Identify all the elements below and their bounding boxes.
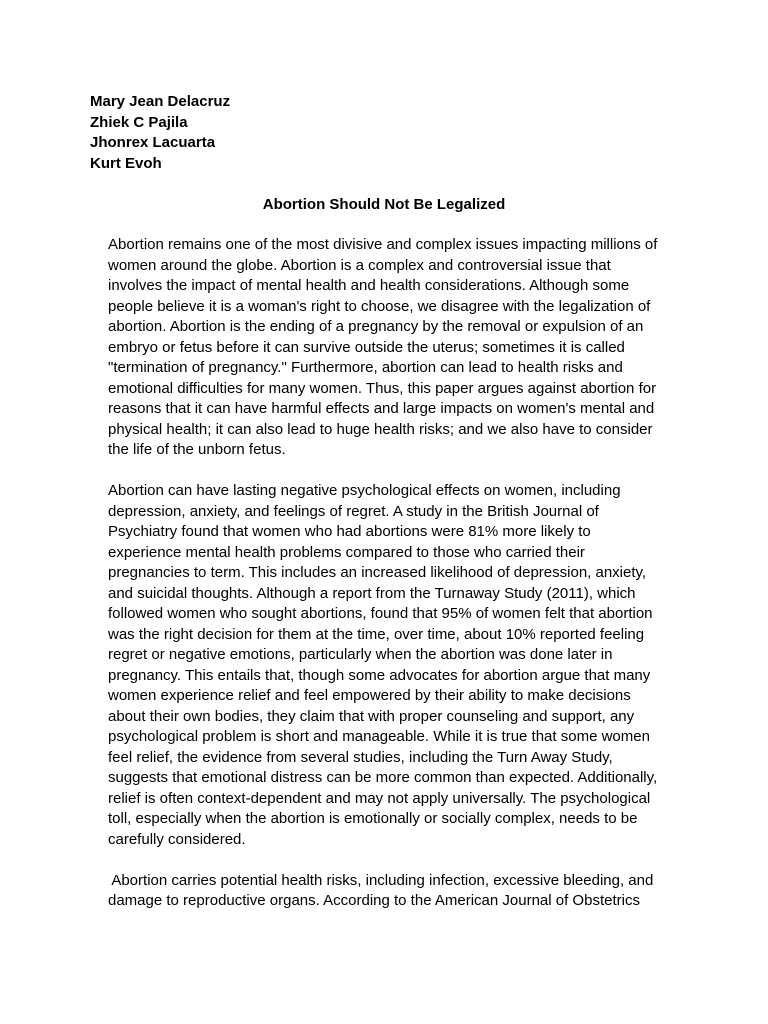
author-name: Zhiek C Pajila (90, 113, 188, 131)
paragraph-line: followed women who sought abortions, found that 95% of women felt that abortion (108, 605, 653, 622)
paragraph-line: reasons that it can have harmful effects and large impacts on women's mental and (108, 400, 655, 417)
paragraph-line: pregnancy. This entails that, though some advocates for abortion argue that many (108, 666, 651, 684)
author-list (90, 92, 230, 174)
body-paragraph (108, 871, 688, 912)
paragraph-line: physical health; it can also lead to huge health risks; and we also have to consider (108, 420, 653, 438)
paragraph-line: depression, anxiety, and feelings of regret. A study in the British Journal of (108, 502, 599, 520)
paragraph-line: emotional difficulties for many women. Thus, this paper argues against abortion for (108, 379, 657, 397)
author-name: Mary Jean Delacruz (90, 93, 231, 110)
paragraph-line: psychological problem is short and manageable. While it is true that some women (108, 728, 650, 745)
paragraph-line: experience mental health problems compared to those who carried their (108, 543, 585, 561)
paragraph-line: Abortion remains one of the most divisive and complex issues impacting millions of (108, 236, 658, 253)
paragraph-line: relief is often context-dependent and may not apply universally. The psychological (108, 789, 651, 807)
paragraph-line: abortion. Abortion is the ending of a pregnancy by the removal or expulsion of an (108, 318, 644, 335)
paragraph-line: women around the globe. Abortion is a complex and controversial issue that (108, 256, 611, 274)
document-body (108, 235, 688, 932)
paragraph-line: people believe it is a woman's right to choose, we disagree with the legalization of (108, 297, 651, 315)
author-name: Jhonrex Lacuarta (90, 134, 216, 151)
document-title: Abortion Should Not Be Legalized (262, 196, 506, 213)
paragraph-line: toll, especially when the abortion is emotionally or socially complex, needs to be (108, 810, 638, 827)
paragraph-line: embryo or fetus before it can survive outside the uterus; sometimes it is called (108, 338, 625, 356)
paragraph-line: was the right decision for them at the time, over time, about 10% reported feeling (108, 625, 645, 643)
paragraph-line: damage to reproductive organs. According to the American Journal of Obstetrics (108, 892, 640, 909)
paragraph-line: Abortion carries potential health risks, including infection, excessive bleeding, and (108, 871, 654, 889)
paragraph-line: pregnancies to term. This includes an increased likelihood of depression, anxiety, (108, 564, 647, 581)
body-paragraph (108, 481, 688, 850)
paragraph-line: carefully considered. (108, 830, 246, 848)
paragraph-line: regret or negative emotions, particularly when the abortion was done later in (108, 646, 613, 663)
paragraph-line: and suicidal thoughts. Although a report from the Turnaway Study (2011), which (108, 584, 636, 602)
paragraph-line: "termination of pregnancy." Furthermore, abortion can lead to health risks and (108, 359, 623, 376)
paragraph-line: Abortion can have lasting negative psychological effects on women, including (108, 482, 621, 499)
paragraph-line: the life of the unborn fetus. (108, 441, 286, 458)
paragraph-line: about their own bodies, they claim that with proper counseling and support, any (108, 707, 635, 725)
paragraph-line: Psychiatry found that women who had abortions were 81% more likely to (108, 523, 591, 540)
paragraph-line: feel relief, the evidence from several studies, including the Turn Away Study, (108, 748, 613, 766)
body-paragraph (108, 235, 688, 461)
author-name: Kurt Evoh (90, 154, 162, 172)
paragraph-line: suggests that emotional distress can be more common than expected. Additionally, (108, 769, 658, 786)
paragraph-line: women experience relief and feel empowered by their ability to make decisions (108, 687, 631, 704)
paragraph-line: involves the impact of mental health and health considerations. Although some (108, 277, 630, 294)
